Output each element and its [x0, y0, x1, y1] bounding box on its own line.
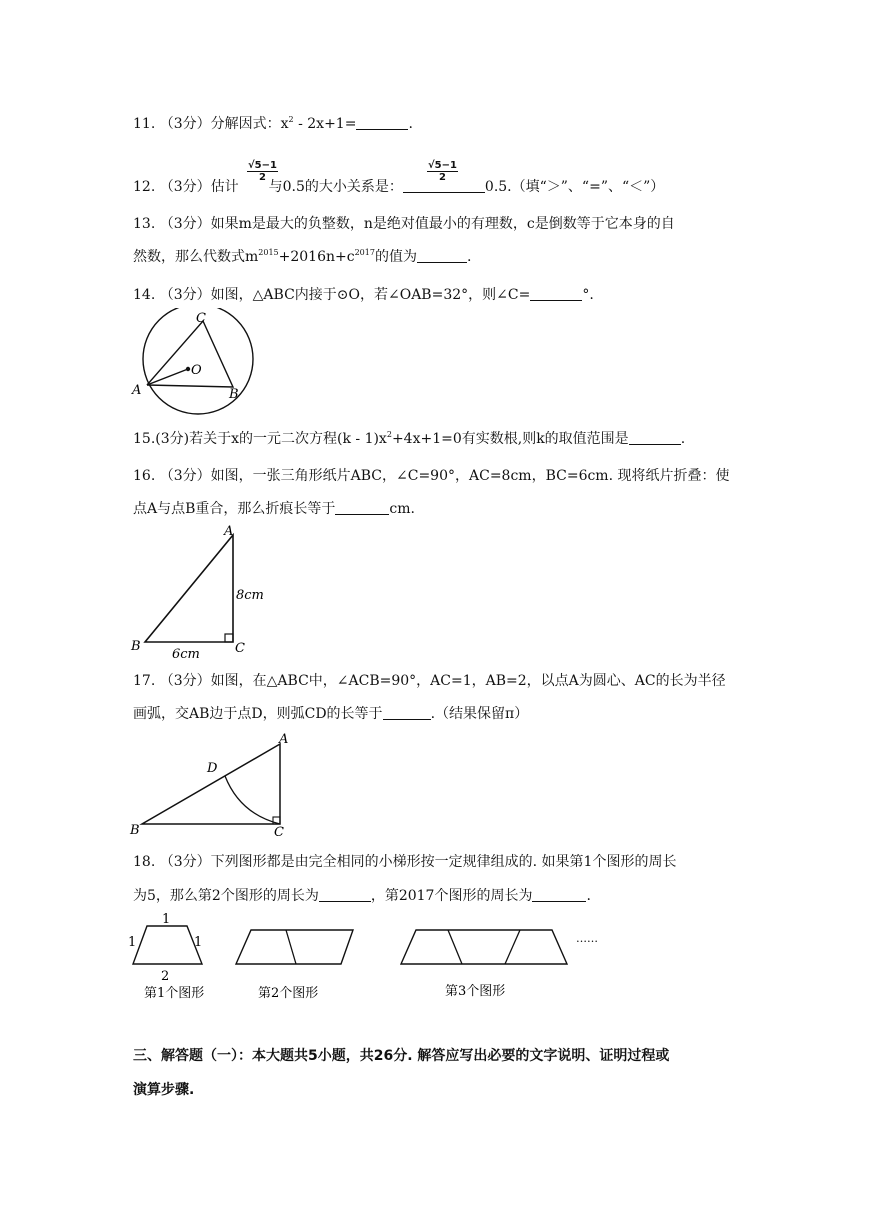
- answer-blank[interactable]: [383, 705, 431, 720]
- label-C: C: [274, 825, 284, 840]
- question-12: 12. （3分）估计 与0.5的大小关系是： 0.5.（填“＞”、“=”、“＜”）: [133, 179, 665, 195]
- label-ac-length: 8cm: [236, 588, 264, 603]
- label-bottom: 2: [161, 969, 170, 984]
- question-14: 14. （3分）如图，△ABC内接于⊙O，若∠OAB=32°，则∠C= °.: [133, 287, 594, 303]
- fraction-sqrt5-minus1-over-2: $\frac{√5-1}{2}$: [428, 160, 457, 183]
- label-top: 1: [162, 912, 171, 927]
- label-right: 1: [194, 935, 203, 950]
- label-C: C: [196, 311, 206, 326]
- answer-blank[interactable]: [629, 430, 681, 445]
- figure-16-right-triangle: [128, 522, 268, 662]
- question-11: 11. （3分）分解因式：$x^2 - 2x+1=$ .: [133, 115, 413, 132]
- ellipsis: ……: [576, 932, 598, 945]
- answer-blank[interactable]: [403, 178, 485, 193]
- question-17-line-2: 画弧，交AB边于点D，则弧CD的长等于 .（结果保留π）: [133, 706, 529, 722]
- label-B: B: [130, 823, 140, 838]
- caption-figure-2: 第2个图形: [258, 986, 319, 1001]
- question-17-line-1: 17. （3分）如图，在△ABC中，∠ACB=90°，AC=1，AB=2，以点A为圆心、AC的长为半径: [133, 673, 726, 689]
- label-A: A: [132, 383, 142, 398]
- answer-blank[interactable]: [532, 887, 586, 902]
- figure-14-circle-triangle: [125, 308, 260, 418]
- answer-blank[interactable]: [335, 500, 389, 515]
- label-O: O: [191, 363, 202, 378]
- label-left: 1: [128, 935, 137, 950]
- label-D: D: [207, 761, 218, 776]
- question-18-line-2: 为5，那么第2个图形的周长为 ，第2017个图形的周长为 .: [133, 888, 591, 904]
- fraction-sqrt5-minus1-over-2: $\frac{√5-1}{2}$: [248, 160, 277, 183]
- label-B: B: [229, 387, 239, 402]
- label-B: B: [131, 639, 141, 654]
- question-18-line-1: 18. （3分）下列图形都是由完全相同的小梯形按一定规律组成的. 如果第1个图形的周长: [133, 854, 677, 870]
- figure-18-trapezoid-patterns: [120, 908, 620, 1008]
- section-3-heading: 三、解答题（一）：本大题共5小题，共26分. 解答应写出必要的文字说明、证明过程或 演算步骤.: [133, 1048, 670, 1098]
- question-16-line-1: 16. （3分）如图，一张三角形纸片ABC，∠C=90°，AC=8cm，BC=6cm. 现将纸片折叠：使: [133, 468, 730, 484]
- label-C: C: [235, 641, 245, 656]
- caption-figure-1: 第1个图形: [144, 986, 205, 1001]
- question-13-line-1: 13. （3分）如果m是最大的负整数，n是绝对值最小的有理数，c是倒数等于它本身的自: [133, 216, 675, 232]
- question-15: 15.(3分)若关于x的一元二次方程$(k - 1)x^2+4x+1=0$有实数根,则k的取值范围是 .: [133, 430, 686, 447]
- question-13-line-2: 然数，那么代数式$m^{2015}+2016n+c^{2017}$的值为 .: [133, 248, 472, 265]
- answer-blank[interactable]: [530, 286, 582, 301]
- label-bc-length: 6cm: [172, 647, 200, 662]
- caption-figure-3: 第3个图形: [445, 984, 506, 999]
- answer-blank[interactable]: [356, 115, 408, 130]
- answer-blank[interactable]: [417, 248, 467, 263]
- answer-blank[interactable]: [319, 887, 371, 902]
- label-A: A: [279, 732, 289, 747]
- figure-17-triangle-arc: [128, 730, 298, 840]
- question-16-line-2: 点A与点B重合，那么折痕长等于 cm.: [133, 501, 415, 517]
- label-A: A: [224, 524, 234, 539]
